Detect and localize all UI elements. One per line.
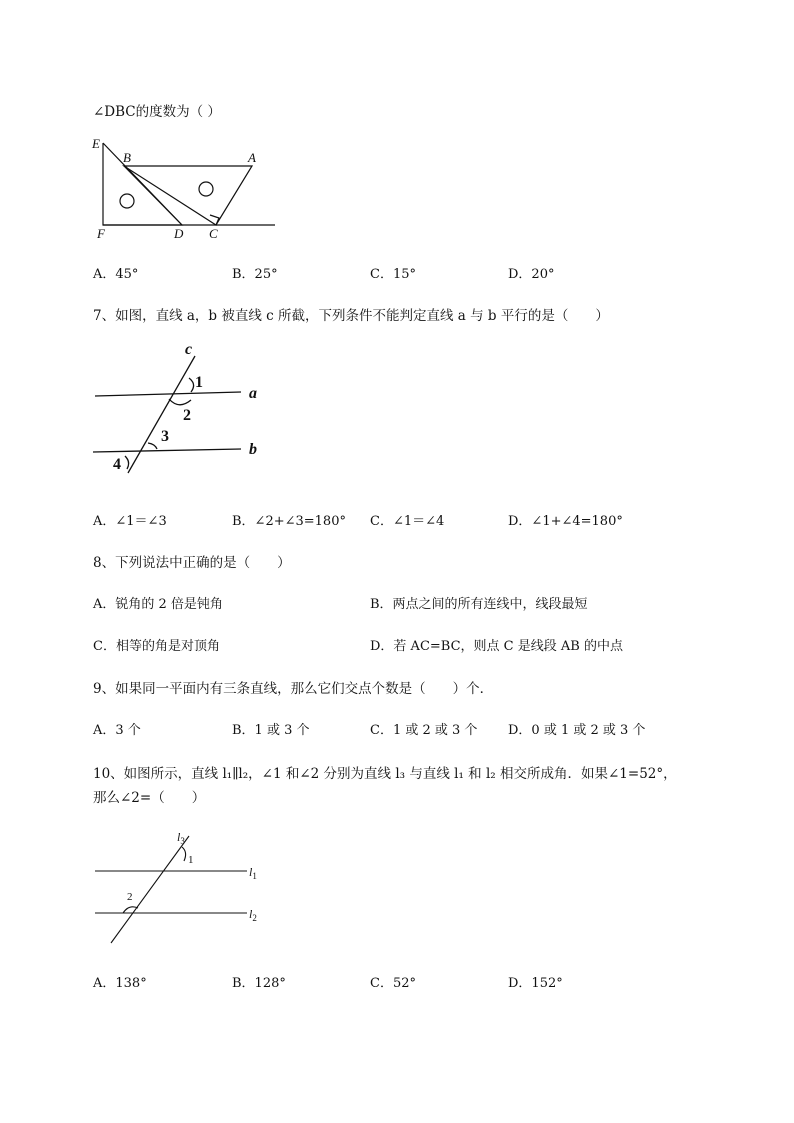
q9-option-b[interactable]: B．1 或 3 个 xyxy=(232,723,310,738)
line-l3 xyxy=(111,836,189,943)
label-l2: $l_2$ xyxy=(249,907,257,923)
q6-stem-tail: ∠DBC的度数为（ ） xyxy=(93,104,221,120)
angle-arc-3 xyxy=(148,443,157,449)
q6-option-a[interactable]: A．45° xyxy=(93,267,139,282)
line-b xyxy=(93,449,241,452)
label-a: a xyxy=(249,385,257,402)
label-l1: $l_1$ xyxy=(249,865,257,881)
q9-option-a[interactable]: A．3 个 xyxy=(93,723,141,738)
label-c: C xyxy=(209,226,218,241)
label-b: B xyxy=(123,150,131,165)
label-angle-1: 1 xyxy=(195,374,203,391)
label-angle-1: 1 xyxy=(188,854,194,866)
label-d: D xyxy=(174,226,184,241)
q9-stem: 9、如果同一平面内有三条直线，那么它们交点个数是（ ）个． xyxy=(93,681,494,697)
label-angle-2: 2 xyxy=(183,407,191,424)
q10-stem-line1: 10、如图所示，直线 l₁∥l₂，∠1 和∠2 分别为直线 l₃ 与直线 l₁ 和 l₂ 相交所成角．如果∠1=52°， xyxy=(93,766,677,782)
label-l3: $l_3$ xyxy=(177,830,185,846)
q8-option-b[interactable]: B．两点之间的所有连线中，线段最短 xyxy=(370,597,588,612)
label-angle-3: 3 xyxy=(161,428,169,445)
q7-figure xyxy=(85,338,275,478)
q7-stem: 7、如图，直线 a，b 被直线 c 所截，下列条件不能判定直线 a 与 b 平行的是（ ） xyxy=(93,308,609,324)
q7-option-b[interactable]: B．∠2+∠3=180° xyxy=(232,514,346,529)
label-f: F xyxy=(97,226,105,241)
angle-arc-4 xyxy=(125,456,129,469)
label-c: c xyxy=(185,341,193,358)
q7-option-c[interactable]: C．∠1＝∠4 xyxy=(370,514,445,529)
label-b: b xyxy=(249,441,257,458)
hole-circle-left xyxy=(120,194,134,208)
triangle-bac xyxy=(124,166,252,225)
q6-figure xyxy=(85,132,285,247)
q10-option-b[interactable]: B．128° xyxy=(232,976,286,991)
q9-option-d[interactable]: D．0 或 1 或 2 或 3 个 xyxy=(508,723,646,738)
line-a xyxy=(95,392,241,396)
q10-option-a[interactable]: A．138° xyxy=(93,976,147,991)
q6-option-b[interactable]: B．25° xyxy=(232,267,278,282)
q8-option-a[interactable]: A．锐角的 2 倍是钝角 xyxy=(93,597,223,612)
label-angle-2: 2 xyxy=(127,891,133,903)
q10-option-c[interactable]: C．52° xyxy=(370,976,416,991)
q6-option-c[interactable]: C．15° xyxy=(370,267,416,282)
q7-option-a[interactable]: A．∠1＝∠3 xyxy=(93,514,167,529)
angle-arc-2 xyxy=(169,399,191,405)
hole-circle-right xyxy=(199,182,213,196)
label-angle-4: 4 xyxy=(113,456,121,473)
q6-option-d[interactable]: D．20° xyxy=(508,267,555,282)
label-a: A xyxy=(248,150,256,165)
label-e: E xyxy=(92,136,100,151)
angle-arc-1 xyxy=(182,847,186,861)
q8-option-d[interactable]: D．若 AC=BC，则点 C 是线段 AB 的中点 xyxy=(370,639,623,654)
angle-arc-1 xyxy=(189,378,194,392)
q9-option-c[interactable]: C．1 或 2 或 3 个 xyxy=(370,723,478,738)
segment-bd xyxy=(124,166,182,225)
q7-option-d[interactable]: D．∠1+∠4=180° xyxy=(508,514,623,529)
q10-figure xyxy=(85,826,275,951)
q8-option-c[interactable]: C．相等的角是对顶角 xyxy=(93,639,220,654)
q10-option-d[interactable]: D．152° xyxy=(508,976,563,991)
q8-stem: 8、下列说法中正确的是（ ） xyxy=(93,555,291,571)
q10-stem-line2: 那么∠2=（ ） xyxy=(93,790,206,806)
